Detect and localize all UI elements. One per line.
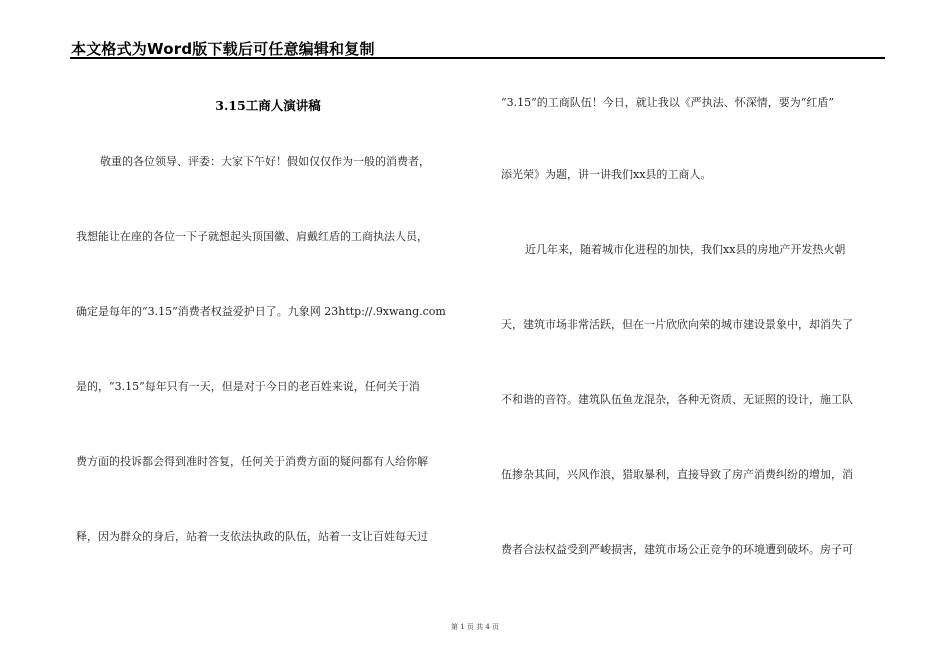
paragraph-line: 天，建筑市场非常活跃，但在一片欣欣向荣的城市建设景象中，却消失了 bbox=[501, 318, 853, 331]
paragraph-line: 释，因为群众的身后，站着一支依法执政的队伍，站着一支让百姓每天过 bbox=[76, 530, 428, 543]
page-header-title: 本文格式为Word版下载后可任意编辑和复制 bbox=[71, 40, 375, 58]
paragraph-line: 确定是每年的“3.15”消费者权益爱护日了。九象网 23http://.9xwang.com bbox=[76, 305, 446, 318]
paragraph-line: 我想能让在座的各位一下子就想起头顶国徽、肩戴红盾的工商执法人员， bbox=[76, 230, 428, 243]
paragraph-line: 费者合法权益受到严峻损害，建筑市场公正竞争的环境遭到破坏。房子可 bbox=[501, 543, 853, 556]
paragraph-line: 费方面的投诉都会得到准时答复，任何关于消费方面的疑问都有人给你解 bbox=[76, 455, 428, 468]
paragraph-line: 敬重的各位领导、评委：大家下午好！假如仅仅作为一般的消费者， bbox=[100, 155, 430, 168]
paragraph-line: 添光荣》为题，讲一讲我们xx县的工商人。 bbox=[501, 168, 712, 181]
paragraph-line: 伍掺杂其间，兴风作浪，猎取暴利，直接导致了房产消费纠纷的增加，消 bbox=[501, 468, 853, 481]
document-title: 3.15工商人演讲稿 bbox=[215, 98, 321, 113]
paragraph-line: 是的，“3.15”每年只有一天，但是对于今日的老百姓来说，任何关于消 bbox=[76, 380, 420, 393]
page-number: 第 1 页 共 4 页 bbox=[450, 623, 500, 631]
header-divider bbox=[70, 57, 885, 59]
paragraph-line: “3.15”的工商队伍！今日，就让我以《严执法、怀深情，要为“红盾” bbox=[501, 96, 834, 109]
paragraph-line: 近几年来，随着城市化进程的加快，我们xx县的房地产开发热火朝 bbox=[525, 243, 846, 256]
paragraph-line: 不和谐的音符。建筑队伍鱼龙混杂，各种无资质、无证照的设计，施工队 bbox=[501, 393, 853, 406]
